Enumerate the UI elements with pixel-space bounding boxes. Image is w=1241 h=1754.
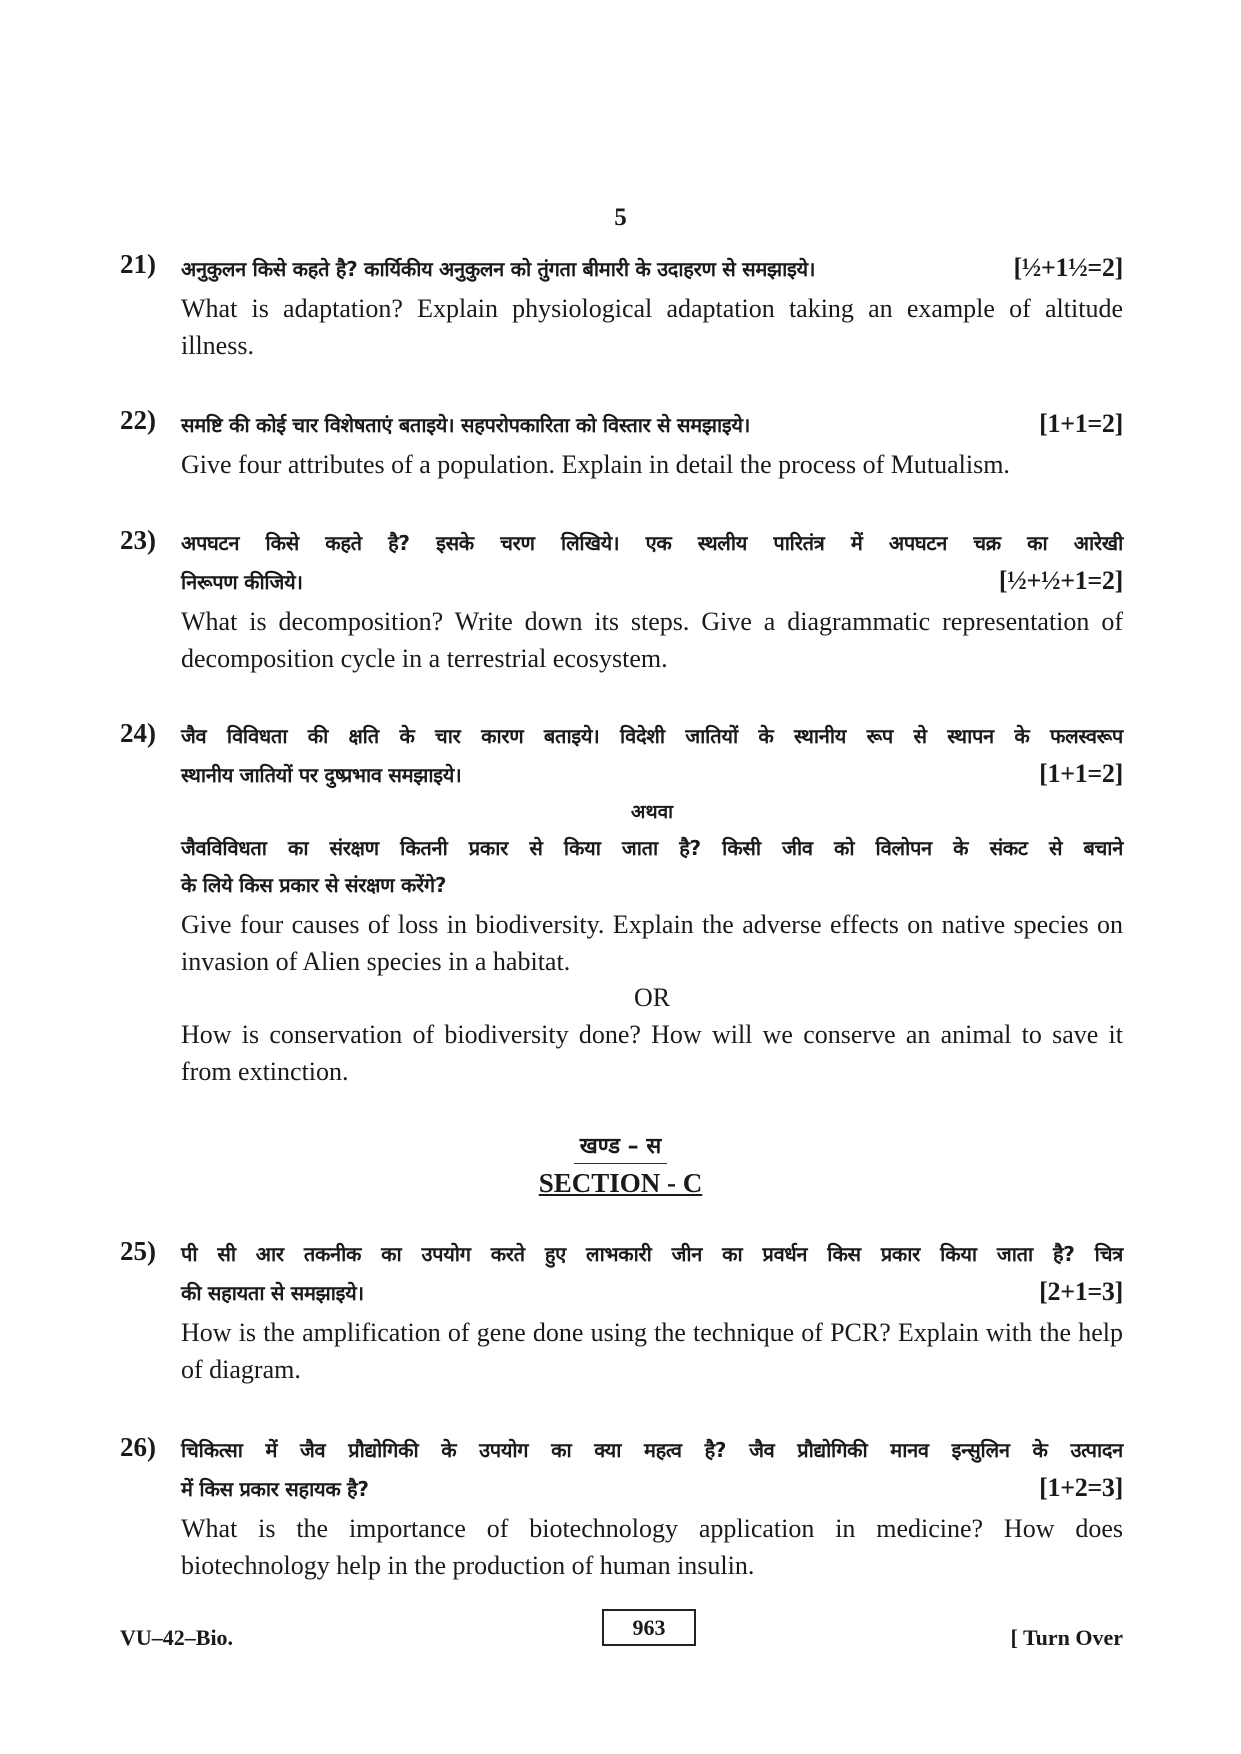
section-heading-hindi: खण्ड – स [0,1130,1241,1160]
question-english-text: How is the amplification of gene done using the technique of PCR? Explain with the help of diagram. [181,1318,1123,1384]
question-24 [120,718,1123,1090]
page-number: 5 [614,204,627,231]
question-number: 22) [120,405,156,435]
question-hindi-text: में किस प्रकार सहायक है? [181,1477,369,1501]
question-marks: [½+1½=2] [1013,253,1123,282]
question-marks: [1+1=2] [1039,759,1123,788]
or-hindi: अथवा [630,801,674,823]
question-hindi-text: चिकित्सा में जैव प्रौद्योगिकी के उपयोग का क्या महत्व है? जैव प्रौद्योगिकी मानव इन्सुलिन के उत्पादन [181,1438,1123,1462]
question-marks: [2+1=3] [1039,1277,1123,1306]
question-23 [120,525,1123,677]
question-hindi-text: स्थानीय जातियों पर दुष्प्रभाव समझाइये। [181,763,462,787]
question-hindi-text: की सहायता से समझाइये। [181,1281,364,1305]
question-english-text: Give four causes of loss in biodiversity. Explain the adverse effects on native species on invasion of Alien species in a habitat. [181,910,1123,976]
question-number: 26) [120,1432,156,1462]
question-26 [120,1432,1123,1584]
question-marks: [1+2=3] [1039,1473,1123,1502]
turn-over-label: [ Turn Over [1010,1625,1123,1650]
section-heading-english: SECTION - C [538,1168,703,1198]
question-number: 24) [120,718,156,748]
question-hindi-text: समष्टि की कोई चार विशेषताएं बताइये। सहपरोपकारिता को विस्तार से समझाइये। [181,413,751,437]
paper-code: VU–42–Bio. [120,1625,234,1650]
or-english: OR [633,983,671,1012]
question-english-text: What is adaptation? Explain physiological adaptation taking an example of altitude illness. [181,294,1123,360]
question-25 [120,1236,1123,1388]
question-number: 25) [120,1236,156,1266]
alternative-hindi-text: जैवविविधता का संरक्षण कितनी प्रकार से किया जाता है? किसी जीव को विलोपन के संकट से बचाने [181,836,1123,860]
question-number: 21) [120,249,156,279]
alternative-hindi-text: के लिये किस प्रकार से संरक्षण करेंगे? [181,873,447,897]
question-english-text: Give four attributes of a population. Explain in detail the process of Mutualism. [181,450,1010,479]
question-number: 23) [120,525,156,555]
alternative-english-text: How is conservation of biodiversity done? How will we conserve an animal to save it from extinction. [181,1020,1123,1086]
question-hindi-text: अनुकुलन किसे कहते है? कार्यिकीय अनुकुलन को तुंगता बीमारी के उदाहरण से समझाइये। [181,257,816,281]
question-english-text: What is decomposition? Write down its steps. Give a diagrammatic representation of decomposition cycle in a terrestrial ecosystem. [181,607,1123,673]
question-hindi-text: जैव विविधता की क्षति के चार कारण बताइये। विदेशी जातियों के स्थानीय रूप से स्थापन के फलस्वरूप [181,724,1123,748]
question-21 [120,249,1123,364]
page-code-box: 963 [602,1609,696,1646]
question-hindi-text: निरूपण कीजिये। [181,570,303,594]
question-english-text: What is the importance of biotechnology application in medicine? How does biotechnology help in the production of human insulin. [181,1514,1123,1580]
question-hindi-text: अपघटन किसे कहते है? इसके चरण लिखिये। एक स्थलीय पारितंत्र में अपघटन चक्र का आरेखी [181,531,1123,555]
question-marks: [1+1=2] [1039,409,1123,438]
question-marks: [½+½+1=2] [998,566,1123,595]
question-hindi-text: पी सी आर तकनीक का उपयोग करते हुए लाभकारी जीन का प्रवर्धन किस प्रकार किया जाता है? चित्र [181,1242,1123,1266]
question-22 [120,405,1123,483]
